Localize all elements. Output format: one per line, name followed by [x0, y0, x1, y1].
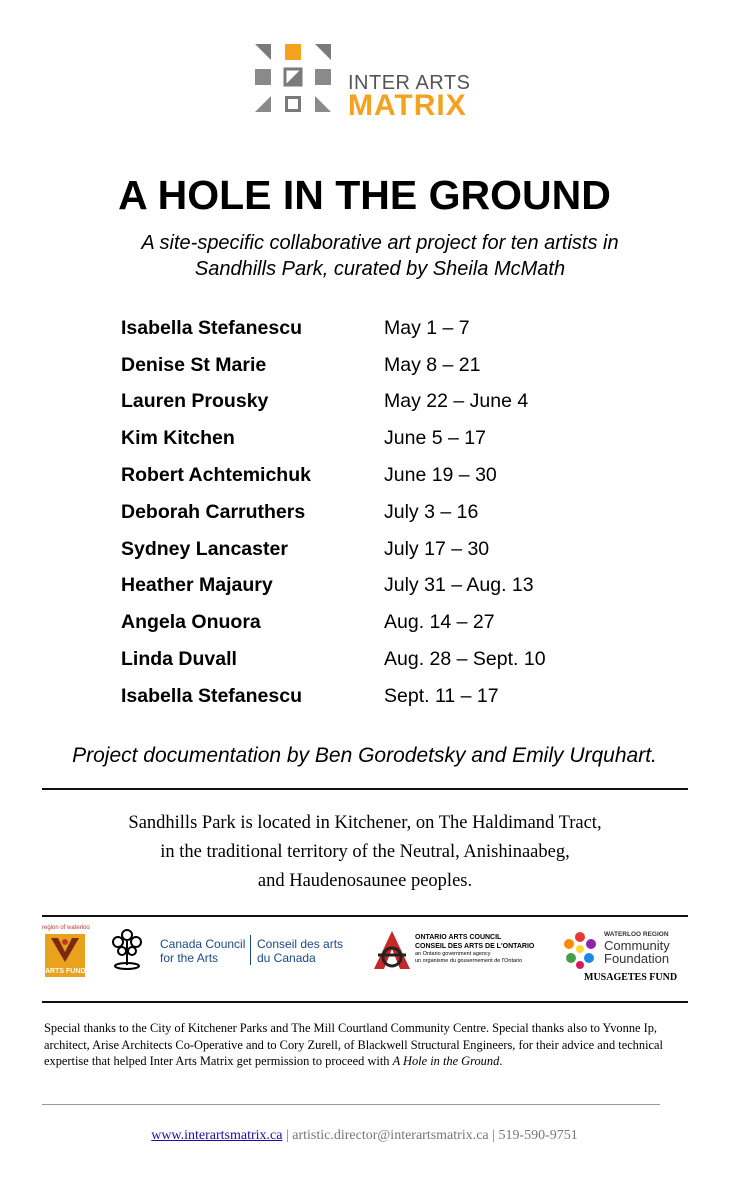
website-link[interactable]: www.interartsmatrix.ca — [151, 1128, 283, 1143]
artist-dates: June 19 – 30 — [384, 464, 497, 487]
canada-council-fr-line: du Canada — [257, 951, 316, 965]
location-line: in the traditional territory of the Neutral, Anishinaabeg, — [160, 842, 570, 862]
schedule-row — [121, 457, 581, 494]
canada-council-fr — [257, 937, 343, 965]
artist-dates: May 22 – June 4 — [384, 390, 529, 413]
artist-dates: Sept. 11 – 17 — [384, 684, 499, 707]
artist-name: Kim Kitchen — [121, 427, 235, 450]
divider — [42, 1001, 688, 1003]
schedule-row — [121, 310, 581, 347]
artist-name: Isabella Stefanescu — [121, 316, 303, 339]
schedule-row — [121, 384, 581, 421]
divider-thin — [42, 1104, 660, 1105]
canada-council-tree-icon — [110, 927, 144, 971]
artist-dates: Aug. 28 – Sept. 10 — [384, 648, 546, 671]
schedule-row — [121, 347, 581, 384]
documentation-credit: Project documentation by Ben Gorodetsky and Emily Urquhart. — [72, 744, 657, 767]
artist-schedule — [121, 310, 581, 715]
project-title-italic: A Hole in the Ground — [392, 1054, 500, 1068]
artist-name: Deborah Carruthers — [121, 500, 306, 523]
artist-name: Linda Duvall — [121, 648, 237, 671]
cf-foundation: Foundation — [604, 951, 670, 966]
artist-dates: June 5 – 17 — [384, 427, 486, 450]
artist-name: Denise St Marie — [121, 353, 267, 376]
thanks-end: . — [499, 1054, 503, 1068]
oac-agency-fr: un organisme du gouvernement de l'Ontario — [415, 958, 523, 964]
logo-grid-icon — [255, 40, 345, 120]
community-foundation-flower-icon — [560, 929, 600, 973]
canada-council-divider — [250, 935, 251, 965]
location-statement — [60, 809, 670, 896]
logo-text-inter-arts: INTER ARTS — [348, 72, 471, 94]
ontario-arts-council-icon — [372, 929, 412, 971]
funder-logos — [42, 925, 688, 985]
canada-council-en — [160, 937, 245, 965]
oac-name-fr: CONSEIL DES ARTS DE L'ONTARIO — [415, 943, 535, 950]
logo-text-matrix: MATRIX — [348, 89, 467, 122]
divider — [42, 788, 688, 790]
artist-dates: May 1 – 7 — [384, 316, 470, 339]
contact-email[interactable]: artistic.director@interartsmatrix.ca — [292, 1128, 489, 1143]
artist-name: Heather Majaury — [121, 574, 273, 597]
artist-dates: May 8 – 21 — [384, 353, 481, 376]
contact-separator: | — [282, 1128, 293, 1143]
artist-name: Robert Achtemichuk — [121, 464, 311, 487]
contact-separator: | — [488, 1128, 499, 1143]
canada-council-en-line: for the Arts — [160, 951, 219, 965]
region-arts-fund-logo — [42, 925, 88, 977]
artist-dates: July 3 – 16 — [384, 500, 479, 523]
schedule-row — [121, 494, 581, 531]
canada-council-en-line: Canada Council — [160, 937, 246, 951]
schedule-row — [121, 568, 581, 605]
artist-dates: Aug. 14 – 27 — [384, 611, 495, 634]
cf-community: Community — [604, 938, 670, 953]
artist-name: Sydney Lancaster — [121, 537, 288, 560]
contact-phone: 519-590-9751 — [498, 1128, 578, 1143]
schedule-row — [121, 641, 581, 678]
oac-agency-en: an Ontario government agency — [415, 951, 491, 957]
location-line: and Haudenosaunee peoples. — [257, 871, 473, 891]
page-title: A HOLE IN THE GROUND — [118, 172, 611, 218]
artist-name: Isabella Stefanescu — [121, 684, 303, 707]
schedule-row — [121, 420, 581, 457]
thanks-text: Special thanks to the City of Kitchener Parks and The Mill Courtland Community Centre. Special thanks also to Yvonne Ip, architect, Arise Architects Co-Operative and to Cory Zurell, of Blackwell Structural Engineers, for their advice and technical expertise that helped Inter Arts Matrix get permission to proceed with — [44, 1021, 663, 1068]
divider — [42, 915, 688, 917]
location-line: Sandhills Park is located in Kitchener, on The Haldimand Tract, — [128, 813, 602, 833]
schedule-row — [121, 531, 581, 568]
cf-region: WATERLOO REGION — [604, 931, 669, 938]
artist-dates: July 17 – 30 — [384, 537, 490, 560]
arts-fund-label: ARTS FUND — [45, 968, 86, 975]
contact-line — [0, 1128, 729, 1144]
region-label: region of waterloo — [42, 925, 90, 931]
artist-name: Lauren Prousky — [121, 390, 269, 413]
artist-name: Angela Onuora — [121, 611, 261, 634]
artist-dates: July 31 – Aug. 13 — [384, 574, 534, 597]
oac-name-en: ONTARIO ARTS COUNCIL — [415, 934, 502, 941]
musagetes-fund-label: MUSAGETES FUND — [584, 972, 678, 983]
canada-council-fr-line: Conseil des arts — [257, 937, 344, 951]
oac-text — [415, 933, 534, 965]
arts-fund-mark-icon — [45, 934, 85, 966]
schedule-row — [121, 678, 581, 715]
page-subtitle: A site-specific collaborative art project for ten artists in Sandhills Park, curated by Sheila McMath — [141, 232, 619, 280]
acknowledgements — [44, 1020, 684, 1070]
schedule-row — [121, 604, 581, 641]
community-foundation-text — [604, 931, 670, 965]
